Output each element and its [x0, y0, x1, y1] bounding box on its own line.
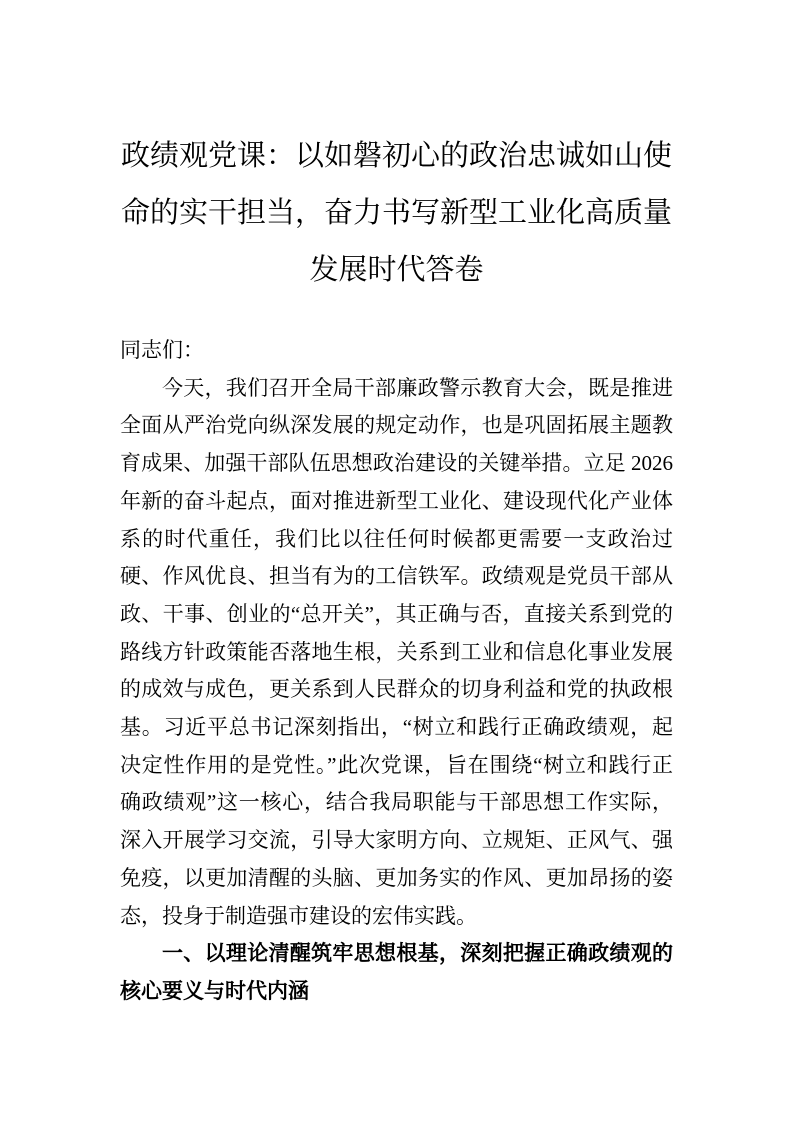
- document-body: [120, 332, 673, 1011]
- paragraph: 今天，我们召开全局干部廉政警示教育大会，既是推进全面从严治党向纵深发展的规定动作，也是巩固拓展主题教育成果、加强干部队伍思想政治建设的关键举措。立足 2026 年新的奋斗起点，面对推进新型工业化、建设现代化产业体系的时代重任，我们比以往任何时候都更需要一支政治过硬、作风优良、担当有为的工信铁军。政绩观是党员干部从政、干事、创业的“总开关”，其正确与否，直接关系到党的路线方针政策能否落地生根，关系到工业和信息化事业发展的成效与成色，更关系到人民群众的切身利益和党的执政根基。习近平总书记深刻指出，“树立和践行正确政绩观，起决定性作用的是党性。”此次党课，旨在围绕“树立和践行正确政绩观”这一核心，结合我局职能与干部思想工作实际，深入开展学习交流，引导大家明方向、立规矩、正风气、强免疫，以更加清醒的头脑、更加务实的作风、更加昂扬的姿态，投身于制造强市建设的宏伟实践。: [120, 375, 673, 928]
- document-title: 政绩观党课：以如磐初心的政治忠诚如山使命的实干担当，奋力书写新型工业化高质量发展时代答卷: [120, 140, 672, 286]
- document-content: [120, 0, 673, 1011]
- section-heading-1: 一、以理论清醒筑牢思想根基，深刻把握正确政绩观的核心要义与时代内涵: [120, 942, 673, 1003]
- salutation: 同志们：: [120, 338, 204, 362]
